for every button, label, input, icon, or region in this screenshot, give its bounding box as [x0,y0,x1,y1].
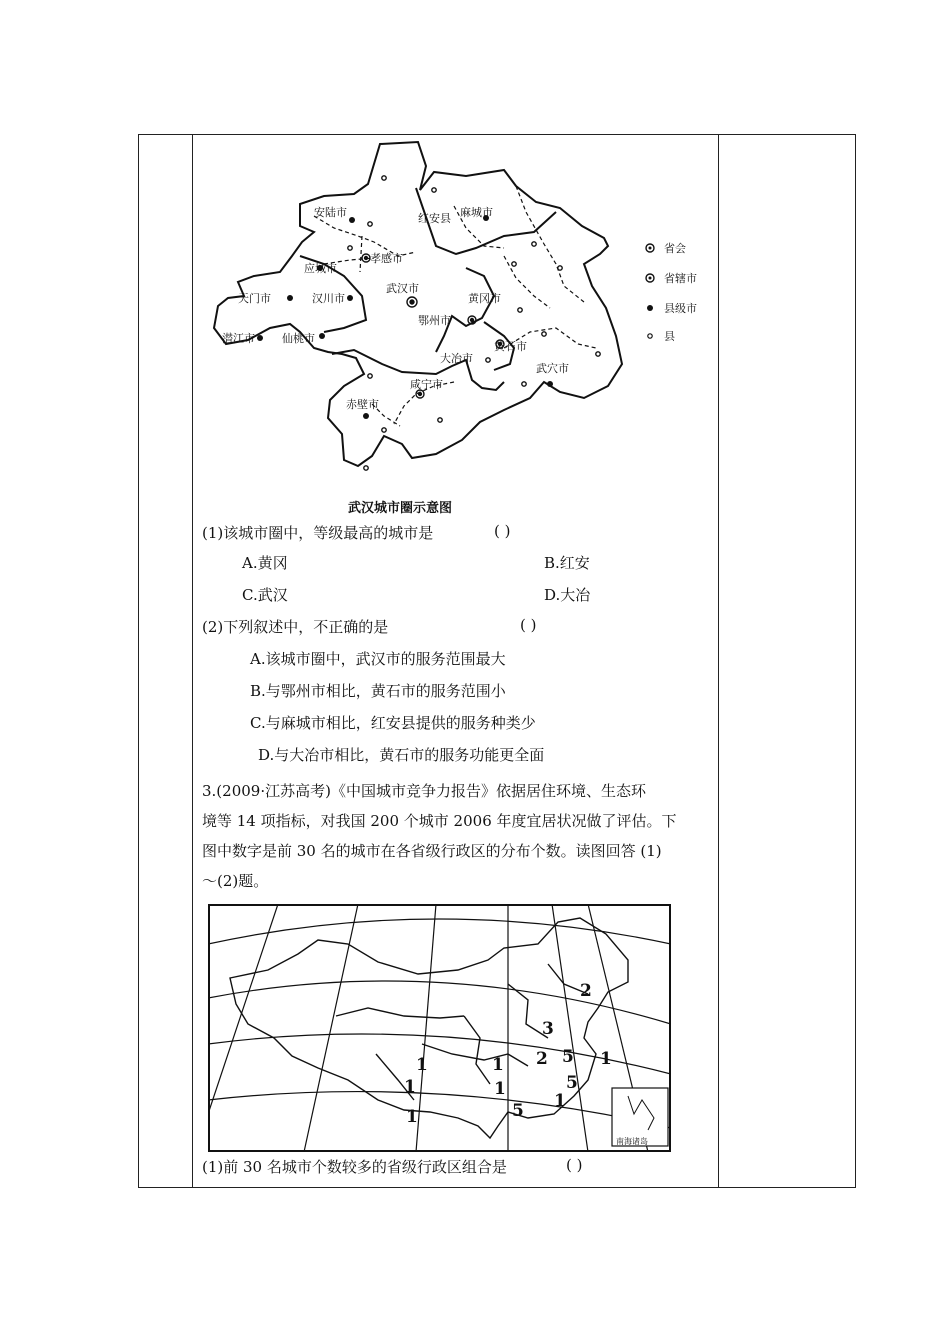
count-label: 2 [580,981,592,1001]
city-label: 武汉市 [386,282,419,295]
question-1-answer-blank: ( ) [494,522,511,540]
count-label: 2 [536,1049,548,1069]
question-2-answer-blank: ( ) [520,616,537,634]
question-3-1-answer-blank: ( ) [566,1156,583,1174]
question-3-1-stem: (1)前 30 名城市个数较多的省级行政区组合是 [202,1158,507,1176]
city-label: 红安县 [418,212,451,225]
count-label: 1 [554,1091,566,1111]
city-label: 武穴市 [536,362,569,375]
city-label: 黄冈市 [468,292,501,305]
question-2-option-d: D.与大冶市相比，黄石市的服务功能更全面 [258,746,545,764]
wuhan-city-circle-map [204,136,724,526]
city-label: 黄石市 [494,340,527,353]
question-1-option-c: C.武汉 [242,586,288,604]
content-cell [196,134,716,1188]
city-label: 大冶市 [440,352,473,365]
city-label: 赤壁市 [346,398,379,411]
count-label: 5 [562,1047,574,1067]
question-2-option-c: C.与麻城市相比，红安县提供的服务种类少 [250,714,536,732]
map-legend [646,241,697,343]
question-3-intro-line: ～(2)题。 [202,872,269,890]
question-1-option-d: D.大冶 [544,586,591,604]
count-label: 5 [566,1073,578,1093]
question-2-option-b: B.与鄂州市相比，黄石市的服务范围小 [250,682,506,700]
city-label: 汉川市 [312,292,345,305]
city-label: 咸宁市 [410,378,443,391]
city-label: 潜江市 [222,332,255,345]
count-label: 1 [492,1055,504,1075]
question-1-option-a: A.黄冈 [242,554,288,572]
city-label: 安陆市 [314,206,347,219]
legend-label: 县级市 [664,302,697,315]
legend-label: 省辖市 [664,272,697,285]
map-caption: 武汉城市圈示意图 [348,501,453,516]
question-3-intro-line: 图中数字是前 30 名的城市在各省级行政区的分布个数。读图回答 (1) [202,842,662,860]
count-label: 1 [406,1107,418,1127]
question-2-option-a: A.该城市圈中，武汉市的服务范围最大 [250,650,506,668]
city-label: 天门市 [238,292,271,305]
city-label: 鄂州市 [418,314,451,327]
count-label: 1 [600,1049,612,1069]
inset-label: 南海诸岛 [616,1137,648,1146]
city-label: 应城市 [304,262,337,275]
city-label: 麻城市 [460,206,493,219]
question-1-stem: (1)该城市圈中，等级最高的城市是 [202,524,434,542]
city-label: 孝感市 [370,252,403,265]
count-label: 1 [404,1077,416,1097]
question-1-option-b: B.红安 [544,554,590,572]
count-label: 1 [416,1055,428,1075]
city-label: 仙桃市 [282,332,315,345]
map-outline [214,142,622,466]
question-3-intro-line: 3.(2009·江苏高考)《中国城市竞争力报告》依据居住环境、生态环 [202,782,646,800]
count-label: 3 [542,1019,554,1039]
legend-label: 县 [664,330,675,343]
china-city-distribution-map [208,904,671,1152]
legend-label: 省会 [664,242,686,255]
question-2-stem: (2)下列叙述中，不正确的是 [202,618,389,636]
question-3-intro-line: 境等 14 项指标，对我国 200 个城市 2006 年度宜居状况做了评估。下 [202,812,677,830]
count-label: 1 [494,1079,506,1099]
column-divider-left [192,134,193,1188]
count-label: 5 [512,1101,524,1121]
